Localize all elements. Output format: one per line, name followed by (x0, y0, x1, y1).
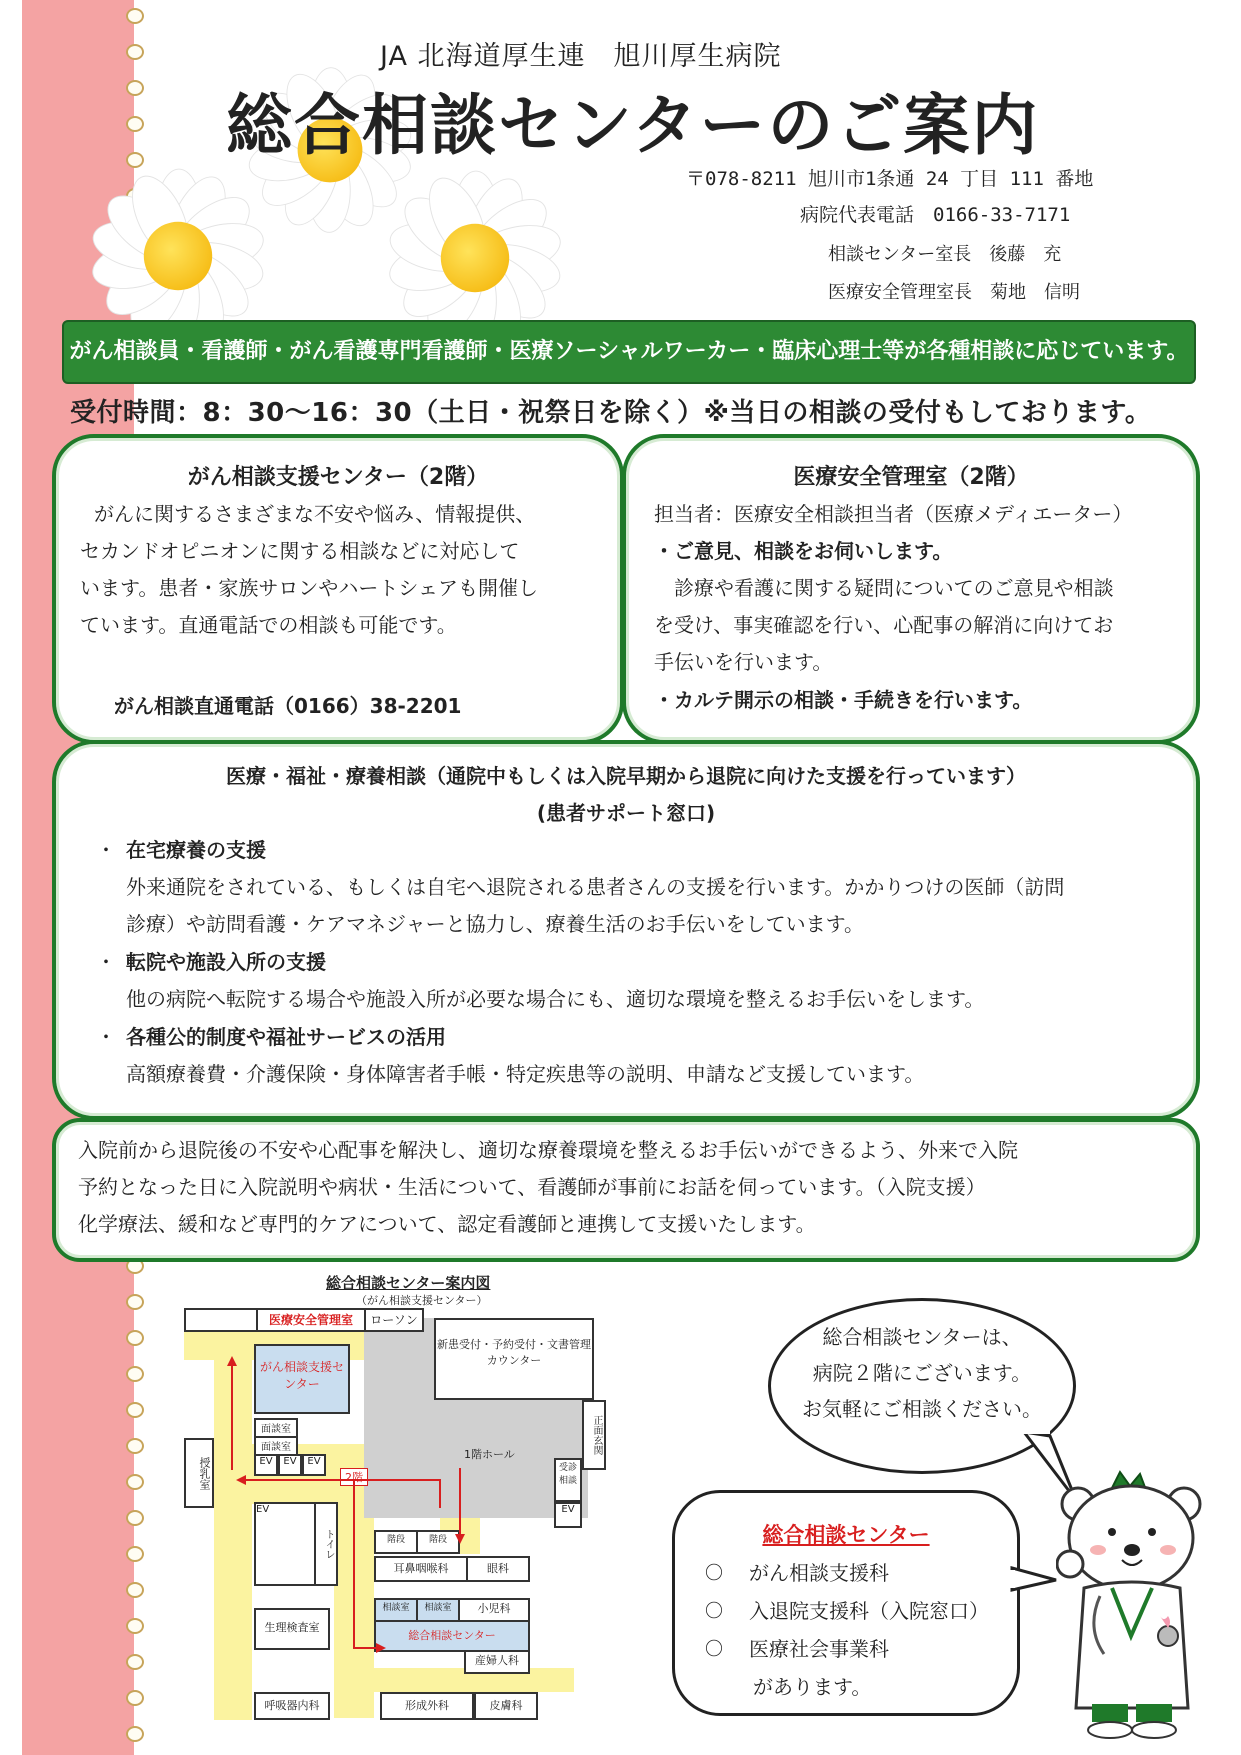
safety-office-box (622, 434, 1200, 744)
bubble2-marker-1: 〇 (705, 1563, 723, 1584)
lace-dot (126, 116, 144, 132)
lace-dot (126, 44, 144, 60)
bubble2-marker-3: 〇 (705, 1639, 723, 1660)
lace-dot (126, 1294, 144, 1310)
lace-dot (126, 152, 144, 168)
map-room-ent: 耳鼻咽喉科 (374, 1556, 468, 1582)
welfare-title: 医療・福祉・療養相談（通院中もしくは入院早期から退院に向けた支援を行っています） (226, 764, 1026, 788)
map-room-ev: EV (254, 1454, 278, 1476)
bubble2-item-2: 入退院支援科（入院窓口） (749, 1599, 989, 1623)
lace-dot (126, 1654, 144, 1670)
map-room-consult: 受診相談 (554, 1458, 582, 1502)
route-arrows (184, 1308, 604, 1718)
map-room-safety: 医療安全管理室 (256, 1308, 366, 1332)
welfare-subtitle: (患者サポート窓口) (536, 801, 716, 825)
lace-dot (126, 1618, 144, 1634)
bubble2-title: 総合相談センター (762, 1523, 930, 1547)
map-title: 総合相談センター案内図 (326, 1274, 491, 1292)
lace-dot (126, 1402, 144, 1418)
admission-support-box (52, 1118, 1200, 1262)
bubble2-closing: があります。 (753, 1675, 872, 1699)
map-room-ev: EV (254, 1502, 318, 1586)
lace-dot (126, 1366, 144, 1382)
map-room-respiratory: 呼吸器内科 (254, 1692, 330, 1720)
lace-dot (126, 1510, 144, 1526)
map-label-hall: 1階ホール (464, 1448, 515, 1461)
page-title: 総合相談センターのご案内 (226, 87, 1040, 164)
map-room-reception: 新患受付・予約受付・文書管理カウンター (434, 1318, 594, 1400)
welfare-consultation-box (52, 740, 1200, 1120)
map-room-consult-room: 相談室 (416, 1598, 460, 1622)
cancer-direct-phone: がん相談直通電話（0166）38-2201 (114, 694, 462, 718)
lace-dot (126, 80, 144, 96)
bubble1-line-2: 病院２階にございます。 (812, 1361, 1032, 1385)
safety-office-heading-opinions: ・ご意見、相談をお伺いします。 (654, 539, 953, 563)
bubble2-marker-2: 〇 (705, 1601, 723, 1622)
map-room-pediatrics: 小児科 (458, 1598, 530, 1622)
bubble2-tail (1010, 1560, 1060, 1600)
map-subtitle: （がん相談支援センター） (356, 1294, 488, 1307)
representative-phone: 病院代表電話 0166-33-7171 (800, 204, 1071, 226)
speech-bubble-departments (672, 1490, 1020, 1716)
safety-office-heading-records: ・カルテ開示の相談・手続きを行います。 (654, 688, 1033, 712)
map-room-consult-room: 相談室 (374, 1598, 418, 1622)
map-room-ev: EV (554, 1502, 582, 1528)
welfare-home-care-line-1: 外来通院をされている、もしくは自宅へ退院される患者さんの支援を行います。かかりつけの医師（訪問 (126, 875, 1065, 899)
lace-dot (126, 1438, 144, 1454)
map-room-stairs: 階段 (374, 1530, 418, 1554)
welfare-bullet-1: ・ (96, 838, 116, 862)
welfare-heading-transfer: 転院や施設入所の支援 (126, 950, 326, 974)
welfare-public-systems-line-1: 高額療養費・介護保険・身体障害者手帳・特定疾患等の説明、申請など支援しています。 (126, 1062, 925, 1086)
lace-dot (126, 8, 144, 24)
lace-dot (126, 1726, 144, 1742)
map-label-floor2: 2階 (340, 1468, 368, 1486)
reception-hours: 受付時間：8：30～16：30（土日・祝祭日を除く）※当日の相談の受付もしております。 (70, 398, 1152, 428)
lace-dot (126, 1690, 144, 1706)
map-room-nursing: 授乳室 (184, 1438, 214, 1508)
map-room-cancer-center: がん相談支援センター (254, 1344, 350, 1414)
cancer-support-box (52, 434, 624, 744)
safety-chief: 医療安全管理室長 菊地 信明 (828, 282, 1080, 303)
map-room-physio: 生理検査室 (254, 1608, 330, 1650)
floor-map (184, 1308, 604, 1718)
lace-dot (126, 1582, 144, 1598)
cancer-support-line-2: セカンドオピニオンに関する相談などに対応して (80, 539, 520, 563)
welfare-heading-home-care: 在宅療養の支援 (126, 838, 266, 862)
flower-center (441, 224, 509, 292)
bear-doctor-mascot (1056, 1468, 1206, 1740)
welfare-bullet-2: ・ (96, 950, 116, 974)
map-room-ev: EV (302, 1454, 326, 1476)
admission-line-3: 化学療法、緩和など専門的ケアについて、認定看護師と連携して支援いたします。 (78, 1212, 816, 1236)
safety-office-line-1: 診療や看護に関する疑問についてのご意見や相談 (674, 576, 1114, 600)
admission-line-1: 入院前から退院後の不安や心配事を解決し、適切な療養環境を整えるお手伝いができるよう、外来で入院 (78, 1138, 1018, 1162)
map-room-lawson: ローソン (364, 1308, 424, 1332)
flower-center (144, 222, 212, 290)
map-room-plastic: 形成外科 (380, 1692, 474, 1720)
bubble2-item-3: 医療社会事業科 (749, 1637, 889, 1661)
safety-office-staff: 担当者：医療安全相談担当者（医療メディエーター） (654, 502, 1133, 526)
lace-dot (126, 1546, 144, 1562)
map-room-eye: 眼科 (466, 1556, 530, 1582)
staff-banner: がん相談員・看護師・がん看護専門看護師・医療ソーシャルワーカー・臨床心理士等が各種相談に応じています。 (62, 320, 1196, 384)
welfare-bullet-3: ・ (96, 1025, 116, 1049)
map-room-stairs: 階段 (416, 1530, 460, 1554)
cancer-support-line-1: がんに関するさまざまな不安や悩み、情報提供、 (94, 502, 536, 526)
hospital-address: 〒078-8211 旭川市1条通 24 丁目 111 番地 (686, 168, 1094, 190)
map-room-general-center: 総合相談センター (374, 1620, 530, 1652)
lace-dot (126, 1474, 144, 1490)
map-room-interview: 面談室 (254, 1418, 298, 1438)
map-room-toilet: トイレ (314, 1502, 338, 1586)
map-room-obgyn: 産婦人科 (464, 1650, 530, 1674)
organization-name: JA 北海道厚生連 旭川厚生病院 (380, 41, 782, 72)
welfare-home-care-line-2: 診療）や訪問看護・ケアマネジャーと協力し、療養生活のお手伝いをしています。 (126, 912, 864, 936)
safety-office-title: 医療安全管理室（2階） (793, 465, 1029, 490)
bubble1-line-1: 総合相談センターは、 (822, 1325, 1022, 1349)
cancer-support-title: がん相談支援センター（2階） (187, 465, 489, 490)
safety-office-line-3: 手伝いを行います。 (654, 650, 833, 674)
bubble1-line-3: お気軽にご相談ください。 (802, 1397, 1042, 1421)
lace-dot (126, 1330, 144, 1346)
welfare-transfer-line-1: 他の病院へ転院する場合や施設入所が必要な場合にも、適切な環境を整えるお手伝いをします。 (126, 987, 985, 1011)
cancer-support-line-4: ています。直通電話での相談も可能です。 (80, 613, 457, 637)
center-chief: 相談センター室長 後藤 充 (828, 244, 1062, 265)
map-room-ev: EV (278, 1454, 302, 1476)
cancer-support-line-3: います。患者・家族サロンやハートシェアも開催し (80, 576, 538, 600)
admission-line-2: 予約となった日に入院説明や病状・生活について、看護師が事前にお話を伺っています。（入院支援） (78, 1175, 986, 1199)
bubble2-item-1: がん相談支援科 (749, 1561, 889, 1585)
map-room-derma: 皮膚科 (474, 1692, 538, 1720)
safety-office-line-2: を受け、事実確認を行い、心配事の解消に向けてお (654, 613, 1114, 637)
welfare-heading-public-systems: 各種公的制度や福祉サービスの活用 (126, 1025, 446, 1049)
map-room-entrance: 正面玄関 (582, 1400, 606, 1470)
map-room-interview: 面談室 (254, 1436, 298, 1456)
